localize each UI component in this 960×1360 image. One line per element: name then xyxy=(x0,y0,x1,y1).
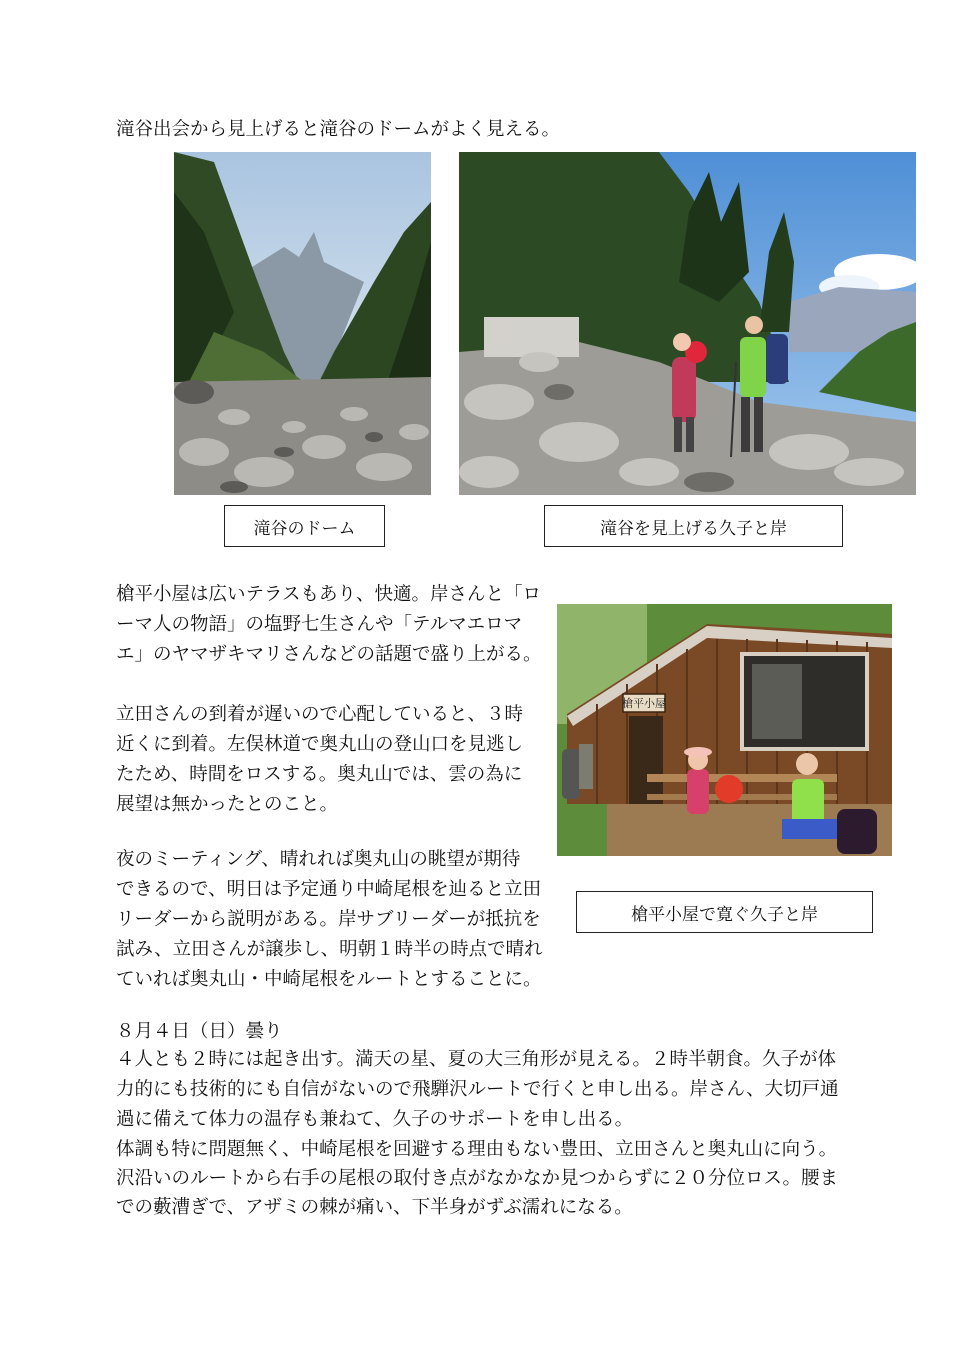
caption-hut: 槍平小屋で寛ぐ久子と岸 xyxy=(576,891,873,933)
intro-text: 滝谷出会から見上げると滝谷のドームがよく見える。 xyxy=(116,119,561,140)
caption-dome: 滝谷のドーム xyxy=(224,505,385,547)
text-line: ていれば奥丸山・中崎尾根をルートとすることに。 xyxy=(116,969,542,990)
day-heading: ８月４日（日）曇り xyxy=(116,1021,283,1042)
text-line: 沢沿いのルートから右手の尾根の取付き点がなかなか見つからずに２０分位ロス。腰ま xyxy=(116,1168,839,1189)
text-line: 展望は無かったとのこと。 xyxy=(116,794,339,815)
text-line: 試み、立田さんが譲歩し、明朝１時半の時点で晴れ xyxy=(116,939,543,960)
text-line: 立田さんの到着が遅いので心配していると、３時 xyxy=(116,704,524,725)
text-line: できるので、明日は予定通り中崎尾根を辿ると立田 xyxy=(116,879,542,900)
text-line: 体調も特に問題無く、中崎尾根を回避する理由もない豊田、立田さんと奥丸山に向う。 xyxy=(116,1139,838,1160)
text-line: ４人とも２時には起き出す。満天の星、夏の大三角形が見える。２時半朝食。久子が体 xyxy=(116,1049,837,1070)
text-line: 力的にも技術的にも自信がないので飛騨沢ルートで行くと申し出る。岸さん、大切戸通 xyxy=(116,1079,839,1100)
text-line: 夜のミーティング、晴れれば奥丸山の眺望が期待 xyxy=(116,849,521,870)
hut-sign: 槍平小屋 xyxy=(622,697,666,710)
caption-looking-up: 滝谷を見上げる久子と岸 xyxy=(544,505,843,547)
text-line: リーダーから説明がある。岸サブリーダーが抵抗を xyxy=(116,909,541,930)
hut-photo xyxy=(557,604,892,856)
text-line: エ」のヤマザキマリさんなどの話題で盛り上がる。 xyxy=(116,644,542,665)
text-line: 近くに到着。左俣林道で奥丸山の登山口を見逃し xyxy=(116,734,524,755)
text-line: 槍平小屋は広いテラスもあり、快適。岸さんと「ロ xyxy=(116,584,541,605)
text-line: たため、時間をロスする。奥丸山では、雲の為に xyxy=(116,764,523,785)
text-line: での藪漕ぎで、アザミの棘が痛い、下半身がずぶ濡れになる。 xyxy=(116,1197,633,1218)
dome-photo xyxy=(174,152,431,495)
looking-up-photo xyxy=(459,152,916,495)
text-line: ーマ人の物語」の塩野七生さんや「テルマエロマ xyxy=(116,614,523,635)
text-line: 過に備えて体力の温存も兼ねて、久子のサポートを申し出る。 xyxy=(116,1109,634,1130)
